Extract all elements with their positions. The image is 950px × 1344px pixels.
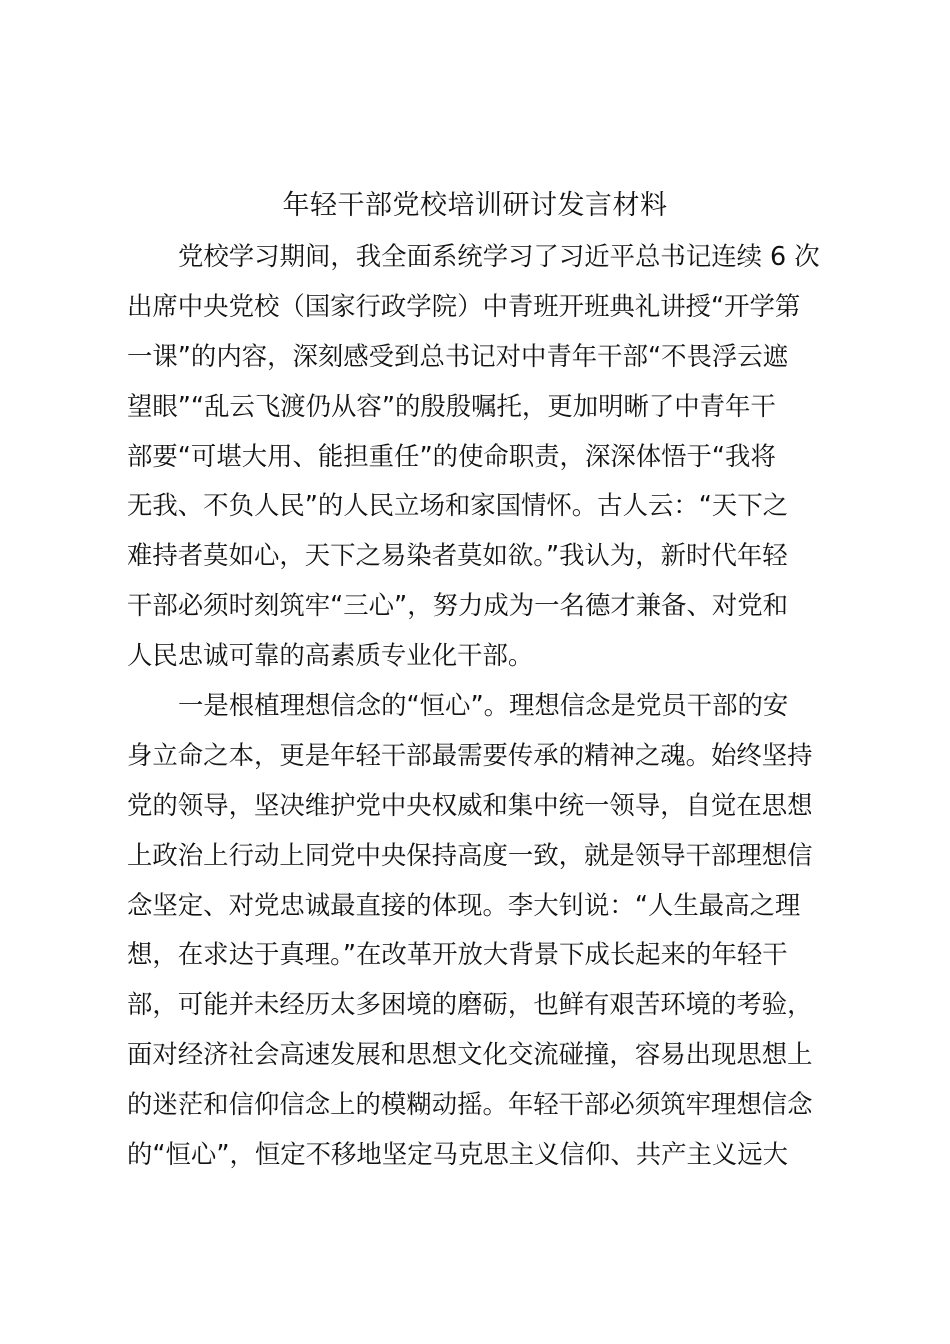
text-line: 部要“可堪大用、能担重任”的使命职责，深深体悟于“我将 [127,440,776,471]
text-line: 一是根植理想信念的“恒心”。理想信念是党员干部的安 [178,690,789,721]
text-line: 难持者莫如心，天下之易染者莫如欲。”我认为，新时代年轻 [127,540,788,571]
text-line: 出席中央党校（国家行政学院）中青班开班典礼讲授“开学第 [127,290,801,321]
text-line: 干部必须时刻筑牢“三心”，努力成为一名德才兼备、对党和 [127,590,789,621]
text-line: 一课”的内容，深刻感受到总书记对中青年干部“不畏浮云遮 [127,340,789,371]
text-line: 无我、不负人民”的人民立场和家国情怀。古人云：“天下之 [127,490,789,521]
text-line: 想，在求达于真理。”在改革开放大背景下成长起来的年轻干 [127,939,788,970]
text-line: 的“恒心”，恒定不移地坚定马克思主义信仰、共产主义远大 [127,1139,789,1170]
document-body [127,232,833,1180]
text-line: 上政治上行动上同党中央保持高度一致，就是领导干部理想信 [127,839,813,870]
text-line: 念坚定、对党忠诚最直接的体现。李大钊说：“人生最高之理 [127,889,801,920]
text-line: 望眼”“乱云飞渡仍从容”的殷殷嘱托，更加明晰了中青年干 [127,390,776,421]
document-title: 年轻干部党校培训研讨发言材料 [282,190,668,221]
text-line: 身立命之本，更是年轻干部最需要传承的精神之魂。始终坚持 [127,739,813,770]
text-line: 的迷茫和信仰信念上的模糊动摇。年轻干部必须筑牢理想信念 [127,1089,813,1120]
text-line: 人民忠诚可靠的高素质专业化干部。 [127,640,534,671]
text-line: 部，可能并未经历太多困境的磨砺，也鲜有艰苦环境的考验， [127,989,813,1020]
text-line: 党的领导，坚决维护党中央权威和集中统一领导，自觉在思想 [127,789,813,820]
text-line: 党校学习期间，我全面系统学习了习近平总书记连续 6 次 [178,241,820,271]
text-line: 面对经济社会高速发展和思想文化交流碰撞，容易出现思想上 [127,1039,813,1070]
